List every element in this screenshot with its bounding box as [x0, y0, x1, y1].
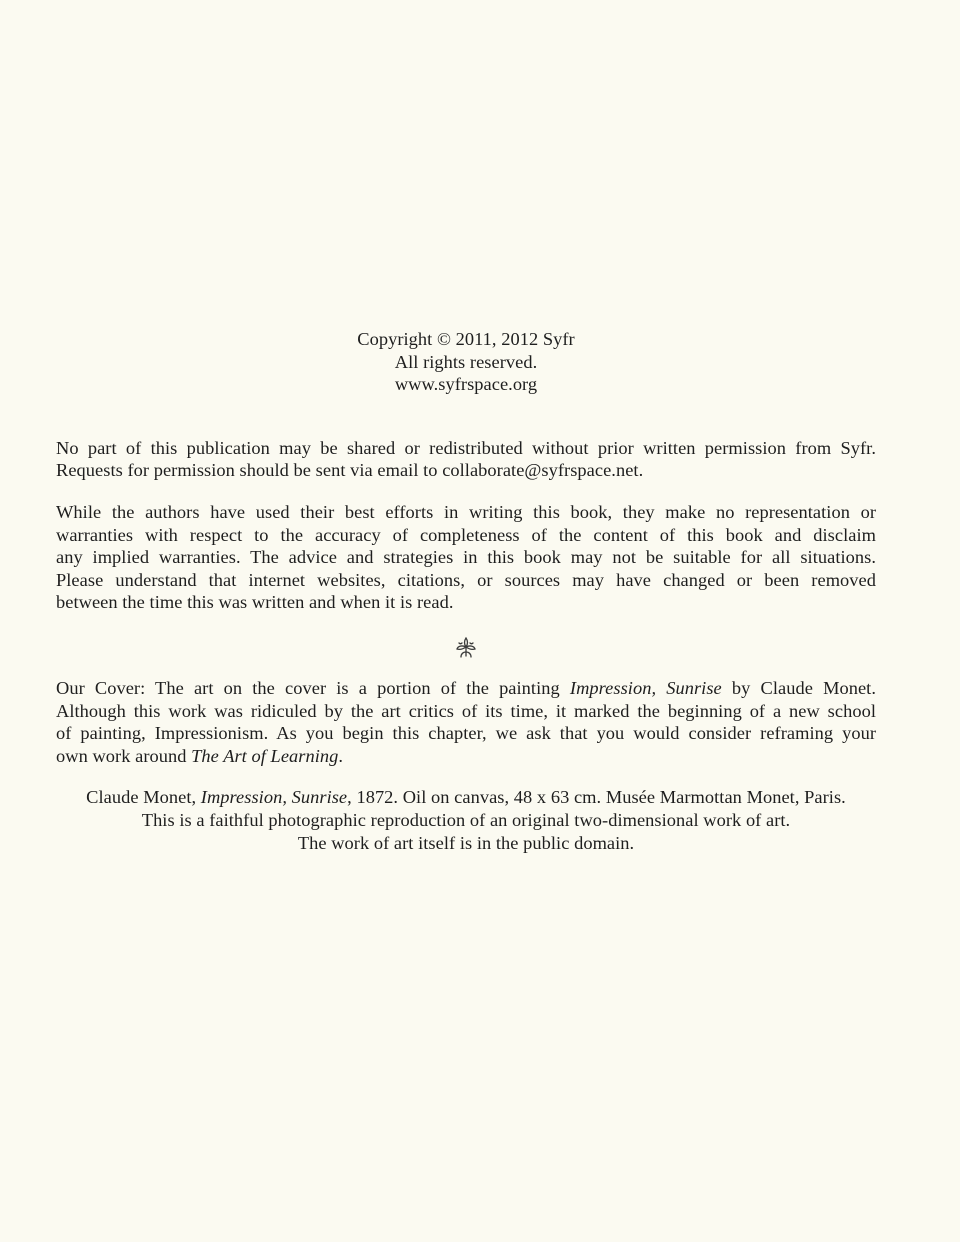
page-content — [56, 328, 876, 854]
permission-paragraph — [56, 437, 876, 482]
disclaimer-line: While the authors have used their best efforts in writing this book, they make no representation or — [56, 501, 876, 522]
rights-reserved-line: All rights reserved. — [394, 351, 538, 372]
caption-artist: Claude Monet, — [86, 787, 201, 808]
cover-line — [56, 745, 876, 768]
cover-line-pre: own work around — [56, 745, 192, 766]
ornament-divider — [56, 635, 876, 661]
permission-line: No part of this publication may be shared or redistributed without prior written permission from Syfr. — [56, 437, 876, 458]
copyright-line: Copyright © 2011, 2012 Syfr — [357, 329, 575, 349]
caption-painting-title: Impression, Sunrise — [200, 787, 348, 808]
disclaimer-line: any implied warranties. The advice and strategies in this book may not be suitable for all situations. — [56, 547, 876, 568]
cover-line-post: by Claude Monet. — [721, 677, 876, 698]
disclaimer-paragraph — [56, 501, 876, 614]
cover-line-pre: Our Cover: The art on the cover is a portion of the painting — [56, 677, 570, 698]
book-title: The Art of Learning — [191, 745, 339, 766]
cover-line: Although this work was ridiculed by the art critics of its time, it marked the beginning of a new school — [56, 700, 876, 721]
permission-line: Requests for permission should be sent via email to collaborate@syfrspace.net. — [56, 460, 644, 481]
copyright-block — [56, 328, 876, 396]
caption-line — [56, 786, 876, 809]
website-line: www.syfrspace.org — [394, 374, 538, 395]
caption-details: , 1872. Oil on canvas, 48 x 63 cm. Musée Marmottan Monet, Paris. — [347, 787, 846, 808]
cover-line — [56, 677, 876, 700]
disclaimer-line: between the time this was written and when it is read. — [56, 592, 454, 613]
cover-line-post: . — [338, 745, 344, 766]
caption-line: This is a faithful photographic reproduction of an original two-dimensional work of art. — [141, 809, 791, 830]
disclaimer-line: warranties with respect to the accuracy of completeness of the content of this book and disclaim — [56, 524, 876, 545]
caption-line: The work of art itself is in the public domain. — [297, 832, 635, 853]
painting-caption — [56, 786, 876, 854]
cover-paragraph — [56, 677, 876, 767]
cover-line: of painting, Impressionism. As you begin this chapter, we ask that you would consider reframing your — [56, 723, 876, 744]
fleuron-icon — [454, 635, 478, 661]
disclaimer-line: Please understand that internet websites, citations, or sources may have changed or been removed — [56, 569, 876, 590]
painting-title: Impression, Sunrise — [569, 677, 722, 698]
